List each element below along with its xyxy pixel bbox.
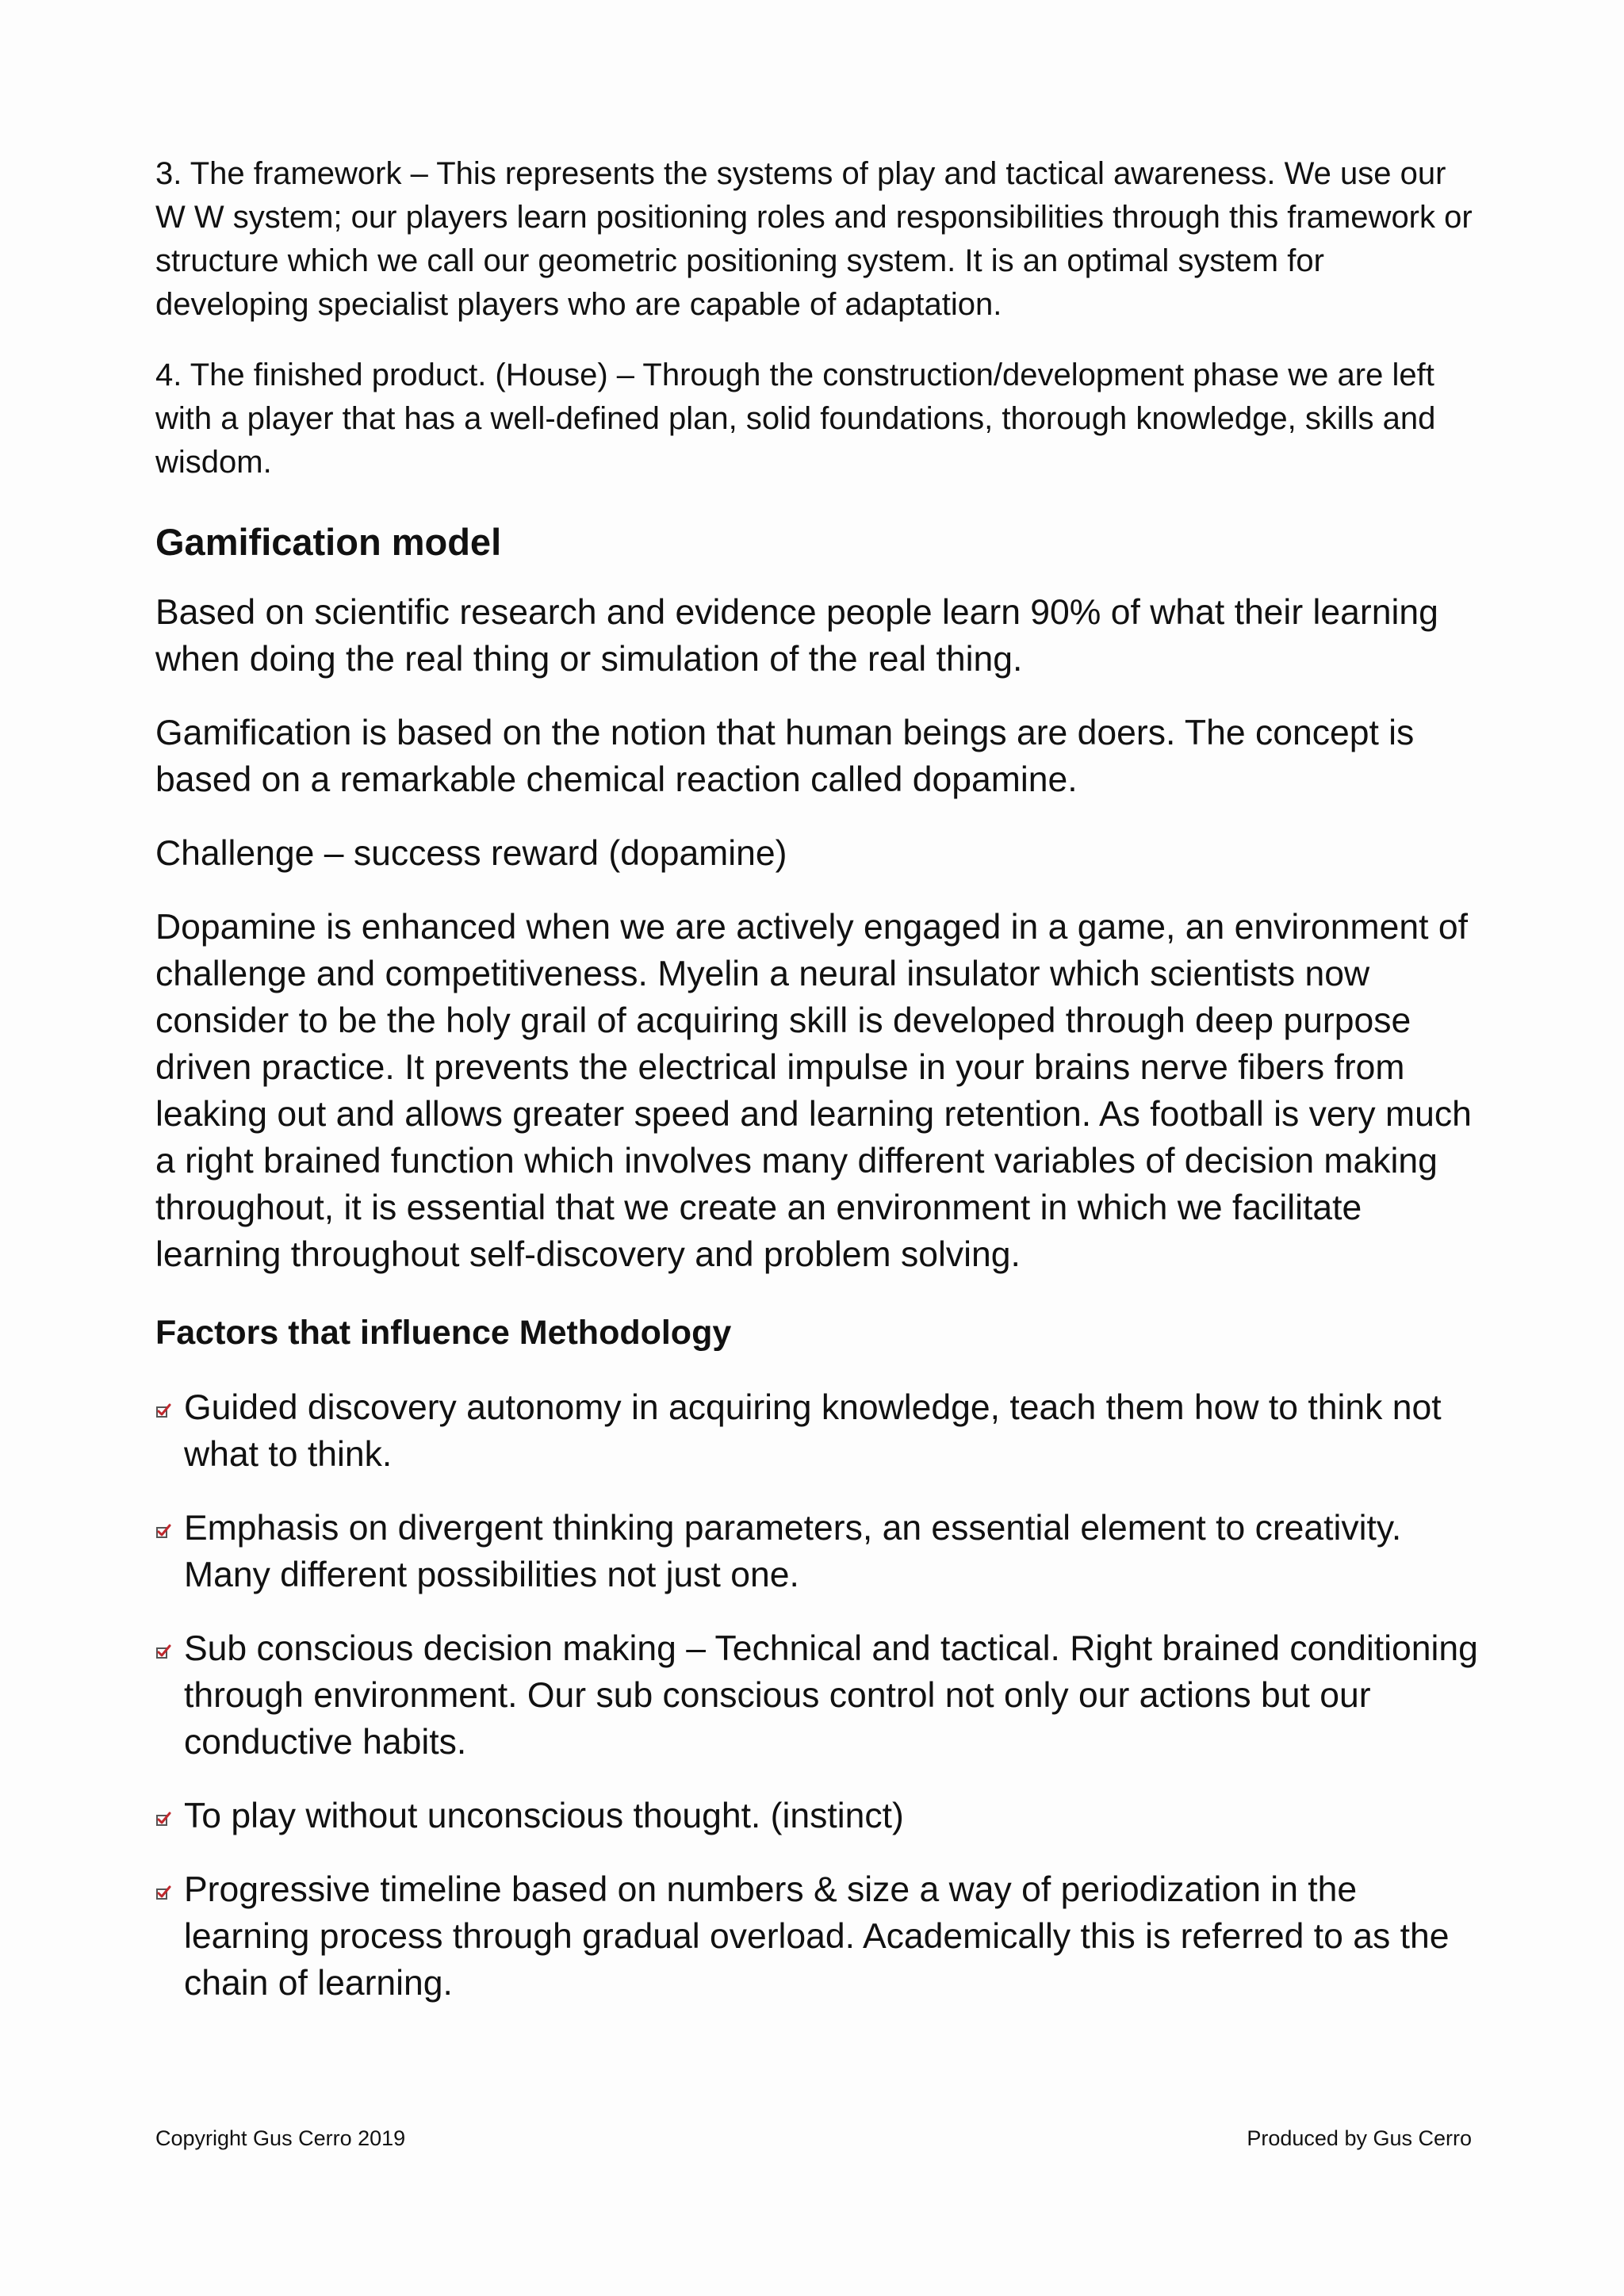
checkbox-checked-icon [155, 1402, 171, 1418]
factors-list-item-text: Sub conscious decision making – Technical and tactical. Right brained conditioning through environment. Our sub conscious control not only our actions but our conductive habits. [184, 1629, 1478, 1762]
document-page [155, 152, 1481, 2034]
factors-list-item [155, 1793, 1481, 1839]
factors-heading: Factors that influence Methodology [155, 1314, 732, 1352]
factors-list-item-text: Emphasis on divergent thinking parameters, an essential element to creativity. Many different possibilities not just one. [184, 1509, 1402, 1594]
checkbox-checked-icon [155, 1644, 171, 1659]
footer-producer: Produced by Gus Cerro [1247, 2126, 1472, 2150]
gamification-heading: Gamification model [155, 521, 502, 563]
factors-list-item-text: Progressive timeline based on numbers & size a way of periodization in the learning process through gradual overload. Academically this is referred to as the chain of learning. [184, 1870, 1450, 2003]
factors-list-item-text: Guided discovery autonomy in acquiring knowledge, teach them how to think not what to think. [184, 1388, 1442, 1474]
factors-list-item [155, 1384, 1481, 1478]
factors-list [155, 1384, 1481, 2007]
finished-product-paragraph: 4. The finished product. (House) – Through the construction/development phase we are left with a player that has a well-defined plan, solid foundations, thorough knowledge, skills and wisdom. [155, 358, 1436, 480]
factors-list-item [155, 1505, 1481, 1598]
gamification-paragraph-dopamine: Dopamine is enhanced when we are actively engaged in a game, an environment of challenge and competitiveness. Myelin a neural insulator which scientists now consider to be the holy grail of acquiring skill is developed through deep purpose driven practice. It prevents the electrical impulse in your brains nerve fibers from leaking out and allows greater speed and learning retention. As football is very much a right brained function which involves many different variables of decision making throughout, it is essential that we create an environment in which we facilitate learning throughout self-discovery and problem solving. [155, 908, 1472, 1274]
factors-list-item [155, 1625, 1481, 1766]
checkbox-checked-icon [155, 1523, 171, 1539]
gamification-paragraph-doers: Gamification is based on the notion that human beings are doers. The concept is based on a remarkable chemical reaction called dopamine. [155, 714, 1415, 799]
checkbox-checked-icon [155, 1885, 171, 1900]
factors-list-item-text: To play without unconscious thought. (instinct) [184, 1797, 904, 1835]
gamification-paragraph-research: Based on scientific research and evidence people learn 90% of what their learning when doing the real thing or simulation of the real thing. [155, 593, 1438, 679]
gamification-paragraph-challenge: Challenge – success reward (dopamine) [155, 834, 787, 873]
footer-copyright: Copyright Gus Cerro 2019 [155, 2126, 406, 2150]
framework-paragraph: 3. The framework – This represents the systems of play and tactical awareness. We use our W W system; our players learn positioning roles and responsibilities through this framework or structure which we call our geometric positioning system. It is an optimal system for developing specialist players who are capable of adaptation. [155, 156, 1473, 322]
checkbox-checked-icon [155, 1811, 171, 1827]
factors-list-item [155, 1866, 1481, 2007]
